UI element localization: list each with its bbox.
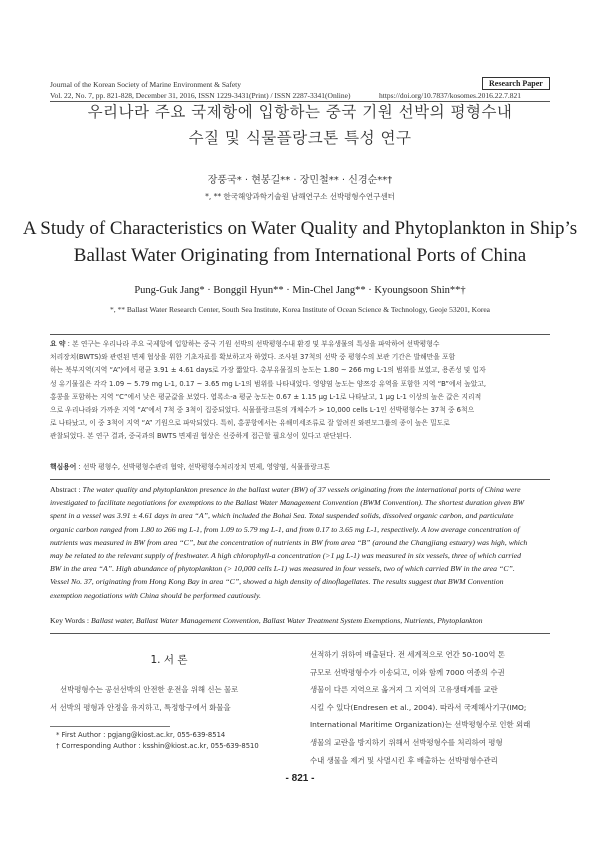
korean-title-line1: 우리나라 주요 국제항에 입항하는 중국 기원 선박의 평형수내: [87, 103, 513, 121]
korean-abstract-line: 관찰되었다. 본 연구 결과, 중국과의 BWTS 면제권 협상은 신중하게 접근할 필요성이 있다고 판단된다.: [50, 432, 352, 441]
body-line: 서 선박의 평형과 안정을 유지하고, 특정항구에서 화물을: [50, 702, 231, 712]
english-abstract-line: may be related to the relevant supply of freshwater. A high chlorophyll-a concentration (>1 μg L-1) was measured in six vessels, three of which carried: [50, 551, 521, 561]
english-keywords: [50, 616, 550, 625]
english-keywords-label: Key Words :: [50, 616, 90, 625]
korean-abstract-label: 요 약: [50, 340, 66, 348]
korean-abstract-line: 으로 우리나라와 가까운 지역 “A”에서 7척 중 3척이 집중되었다. 식물플랑크톤의 개체수가 > 10,000 cells L-1인 선박평형수는 37척 중 6척으: [50, 406, 475, 415]
korean-affiliation: *, ** 한국해양과학기술원 남해연구소 선박평형수연구센터: [205, 192, 395, 201]
korean-title-line2: 수질 및 식물플랑크톤 특성 연구: [188, 129, 412, 147]
english-abstract-line: spent in a vessel was 3.91 ± 4.61 days in area “A”, which included the Bohai Sea. Total suspended solids, dissolved organic carbon, and particulate: [50, 511, 514, 521]
body-line: International Maritime Organization)는 선박평형수로 인한 외래: [310, 720, 531, 730]
footnote-rule: [50, 726, 170, 727]
research-paper-badge: Research Paper: [482, 77, 550, 90]
section-heading: 1. 서 론: [150, 654, 188, 666]
english-abstract-line: nutrients was measured in BW from area “C”, but the concentration of nutrients in BW from area “B” (around the Changjiang estuary) was high, which: [50, 537, 528, 547]
english-abstract-line: investigated to facilitate negotiations for exemptions to the Ballast Water Management Convention (BWM Convention). The shortest duration given BW: [50, 498, 525, 508]
korean-keywords-label: 핵심용어: [50, 463, 77, 471]
body-line: 선박평형수는 공선선박의 안전한 운전을 위해 신는 물로: [60, 685, 239, 694]
body-line: 생물의 교란을 방지하기 위해서 선박평형수를 처리하여 평형: [310, 737, 503, 747]
korean-abstract-line: 홍콩을 포함하는 지역 “C”에서 낮은 평균값을 보였다. 엽록소-a 평균 농도는 0.67 ± 1.15 μg L-1로 나타났고, 1 μg L-1 이상의 높은 값은 지리적: [50, 392, 482, 401]
korean-abstract-line: 성 유기물질은 각각 1.09 ~ 5.79 mg L-1, 0.17 ~ 3.65 mg L-1의 범위를 나타내었다. 영양염 농도는 양쯔강 유역을 포함한 지역 “B”에서 높았고,: [50, 379, 487, 388]
abstract-top-rule: [50, 334, 550, 335]
english-abstract-line: Vessel No. 37, originating from Hong Kong Bay in area “C”, showed a high density of dinoflagellates. The results suggest that BWM Convention: [50, 577, 504, 587]
english-title-line1: A Study of Characteristics on Water Quality and Phytoplankton in Ship’s: [22, 218, 578, 239]
abstract-bottom-rule: [50, 633, 550, 634]
body-line: 수내 생물을 제거 및 사멸시킨 후 배출하는 선박평형수관리: [310, 755, 498, 765]
right-column-text: [310, 646, 550, 769]
english-title-line2: Ballast Water Originating from International Ports of China: [73, 245, 527, 266]
english-abstract-line: organic carbon ranged from 1.80 to 266 mg L-1, from 1.09 to 5.79 mg L-1, and from 0.17 to 3.65 mg L-1, respectively. A low average concentration of: [50, 524, 520, 534]
korean-abstract-line: 하는 북부지역(지역 “A”)에서 평균 3.91 ± 4.61 days로 가장 짧았다. 총부유물질의 농도는 1.80 ~ 266 mg L-1의 범위를 보였고, 용존성 및 입자: [50, 366, 486, 375]
page-number: - 821 -: [285, 773, 315, 784]
korean-abstract-line: 처리장치(BWTS)와 관련된 면제 협상을 위한 기초자료를 확보하고자 하였다. 조사된 37척의 선박 중 평형수의 보관 기간은 발해만을 포함: [50, 353, 456, 362]
journal-name: Journal of the Korean Society of Marine Environment & Safety: [50, 80, 241, 89]
korean-abstract: [50, 338, 550, 444]
english-abstract-line: The water quality and phytoplankton presence in the ballast water (BW) of 37 vessels originating from the international ports of China were: [82, 485, 521, 494]
english-abstract-label: Abstract :: [50, 485, 81, 494]
korean-keywords: [50, 461, 550, 471]
footnotes: [56, 730, 259, 751]
body-line: 생물이 다른 지역으로 옮겨져 그 지역의 고유생태계를 교란: [310, 685, 498, 695]
body-line: 시킬 수 있다(Endresen et al., 2004). 따라서 국제해사기구(IMO;: [310, 702, 527, 712]
korean-abstract-line: : 본 연구는 우리나라 주요 국제항에 입항하는 중국 기원 선박의 선박평형수내 환경 및 부유생물의 특성을 파악하여 선박평형수: [67, 340, 440, 348]
footnote-first-author: * First Author : pgjang@kiost.ac.kr, 055-639-8514: [56, 731, 226, 739]
english-abstract-line: BW in the area “A”. High abundance of phytoplankton (> 10,000 cells L-1) was measured in four vessels, two of which carried BW in the area “C”.: [50, 564, 515, 574]
english-keywords-text: Ballast water, Ballast Water Management Convention, Ballast Water Treatment System Exemptions, Nutrients, Phytoplankton: [91, 616, 483, 625]
doi-link[interactable]: https://doi.org/10.7837/kosomes.2016.22.7.821: [379, 91, 521, 100]
abstract-mid-rule: [50, 479, 550, 480]
english-affiliation: *, ** Ballast Water Research Center, South Sea Institute, Korea Institute of Ocean Science & Technology, Geoje 53201, Korea: [110, 305, 490, 314]
korean-keywords-text: : 선박 평형수, 선박평형수관리 협약, 선박평형수처리장치 면제, 영양염, 식물플랑크톤: [78, 463, 330, 471]
english-abstract: [50, 483, 550, 602]
left-column-text: [50, 681, 288, 716]
volume-info: Vol. 22, No. 7, pp. 821-828, December 31, 2016, ISSN 1229-3431(Print) / ISSN 2287-3341(Online): [50, 91, 351, 100]
footnote-corresponding-author: † Corresponding Author : ksshin@kiost.ac.kr, 055-639-8510: [56, 741, 259, 750]
korean-abstract-line: 로 나타났고, 이 중 3척이 지역 “A” 기원으로 파악되었다. 특히, 홍콩항에서는 유해미세조류로 잘 알려진 와편모그룹의 종이 높은 밀도로: [50, 419, 450, 428]
korean-authors: 장풍국* · 현봉길** · 장민철** · 신경순**†: [207, 175, 393, 186]
body-line: 선적하기 위하여 배출된다. 전 세계적으로 연간 50-100억 톤: [310, 650, 505, 659]
english-authors: Pung-Guk Jang* · Bonggil Hyun** · Min-Chel Jang** · Kyoungsoon Shin**†: [134, 285, 466, 296]
english-abstract-line: exemption negotiations with China should be performed cautiously.: [50, 590, 261, 600]
body-line: 규모로 선박평형수가 이송되고, 이와 함께 7000 여종의 수권: [310, 667, 505, 677]
